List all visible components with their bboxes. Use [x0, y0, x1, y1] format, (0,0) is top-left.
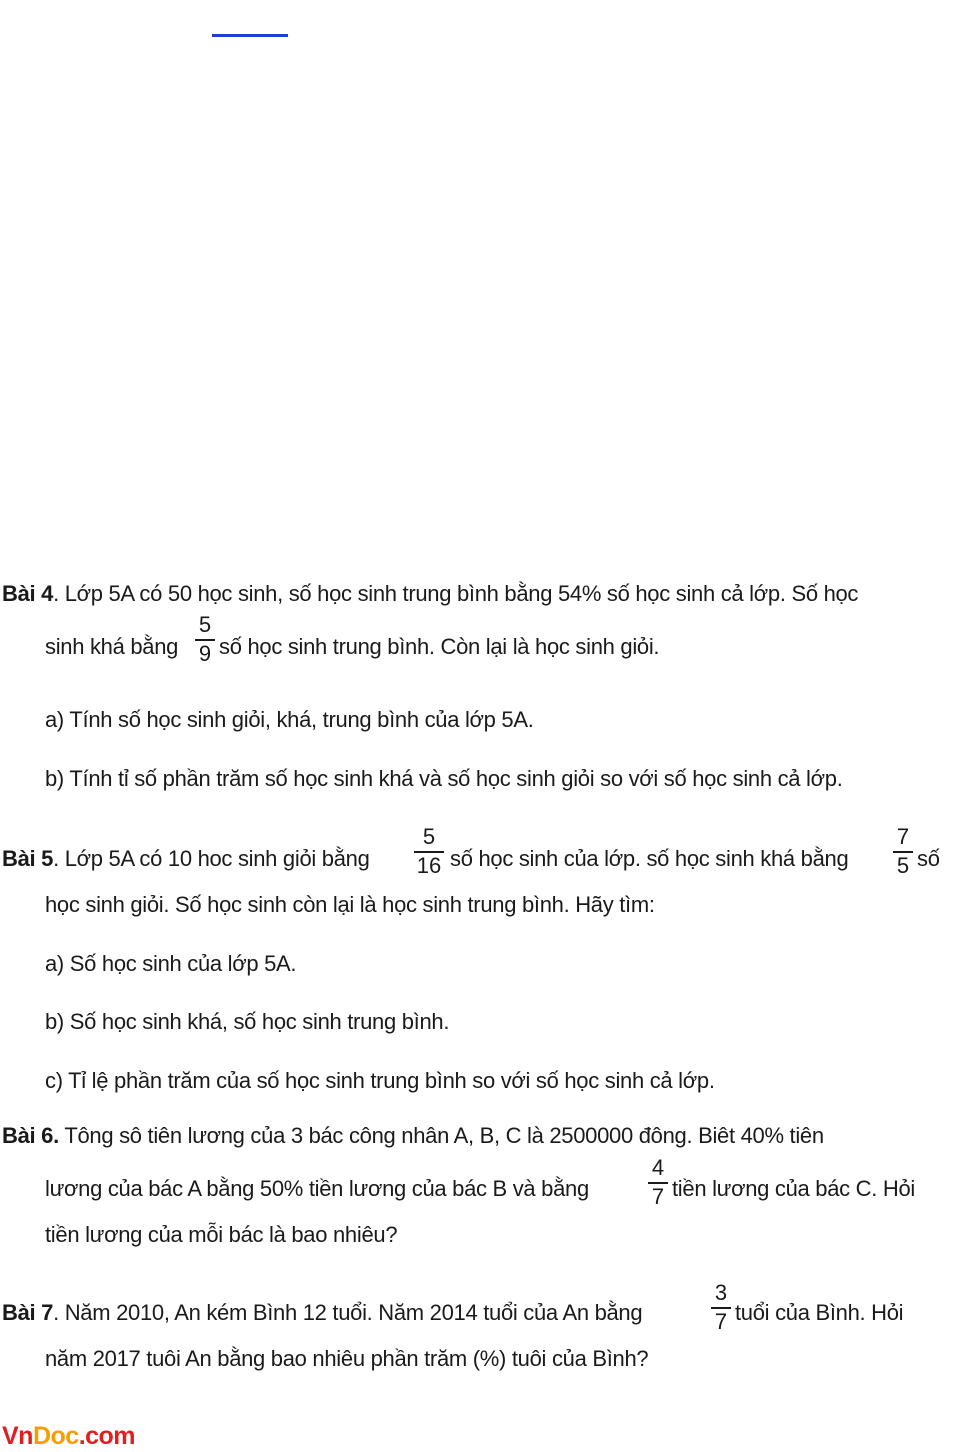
bai5-line1c: số — [917, 846, 940, 871]
bai5-line1b: số học sinh của lớp. số học sinh khá bằng — [450, 846, 849, 871]
logo-doc-part: Doc — [32, 1422, 79, 1450]
bai4-label: Bài 4 — [2, 581, 54, 606]
bai5-item-c: c) Tỉ lệ phần trăm của số học sinh trung bình so với số học sinh cả lớp. — [45, 1068, 715, 1093]
bai4-line2a: sinh khá bằng — [45, 634, 179, 659]
top-link-underline[interactable] — [212, 34, 288, 37]
bai4-line2b: số học sinh trung bình. Còn lại là học sinh giỏi. — [219, 634, 660, 659]
bai7-line2: năm 2017 tuôi An bằng bao nhiêu phần trăm (%) tuôi của Bình? — [45, 1346, 649, 1371]
bai7-fraction-3-7: 3 7 — [711, 1282, 731, 1333]
bai5-line2: học sinh giỏi. Số học sinh còn lại là học sinh trung bình. Hãy tìm: — [45, 892, 655, 917]
bai6-line1: Bài 6. Tông sô tiên lương của 3 bác công nhân A, B, C là 2500000 đông. Biêt 40% tiên — [2, 1123, 824, 1148]
bai5-item-a: a) Số học sinh của lớp 5A. — [45, 951, 297, 976]
bai6-line2b: tiền lương của bác C. Hỏi — [672, 1176, 915, 1201]
bai4-item-a: a) Tính số học sinh giỏi, khá, trung bình của lớp 5A. — [45, 707, 534, 732]
logo-vndoc-text: VnDoc — [2, 1422, 79, 1450]
bai7-line1a: Bài 7. Năm 2010, An kém Bình 12 tuổi. Năm 2014 tuổi của An bằng — [2, 1300, 643, 1325]
bai5-fraction-5-16: 5 16 — [414, 826, 444, 877]
bai6-line2a: lương của bác A bằng 50% tiền lương của bác B và bằng — [45, 1176, 589, 1201]
vndoc-logo[interactable] — [2, 1422, 135, 1451]
bai6-label: Bài 6. — [2, 1123, 59, 1148]
bai5-line1a: Bài 5. Lớp 5A có 10 hoc sinh giỏi bằng — [2, 846, 370, 871]
bai5-label: Bài 5 — [2, 846, 54, 871]
bai5-fraction-7-5: 7 5 — [893, 826, 913, 877]
bai4-line1: Bài 4. Lớp 5A có 50 học sinh, số học sinh trung bình bằng 54% số học sinh cả lớp. Số học — [2, 581, 859, 606]
logo-dotcom-text: .com — [78, 1422, 136, 1450]
bai5-item-b: b) Số học sinh khá, số học sinh trung bình. — [45, 1009, 450, 1034]
bai4-fraction-5-9: 5 9 — [195, 614, 215, 665]
bai7-line1b: tuổi của Bình. Hỏi — [735, 1300, 904, 1325]
bai6-fraction-4-7: 4 7 — [648, 1157, 668, 1208]
bai6-line3: tiền lương của mỗi bác là bao nhiêu? — [45, 1222, 398, 1247]
bai4-item-b: b) Tính tỉ số phần trăm số học sinh khá và số học sinh giỏi so với số học sinh cả lớp. — [45, 766, 843, 791]
bai7-label: Bài 7 — [2, 1300, 54, 1325]
